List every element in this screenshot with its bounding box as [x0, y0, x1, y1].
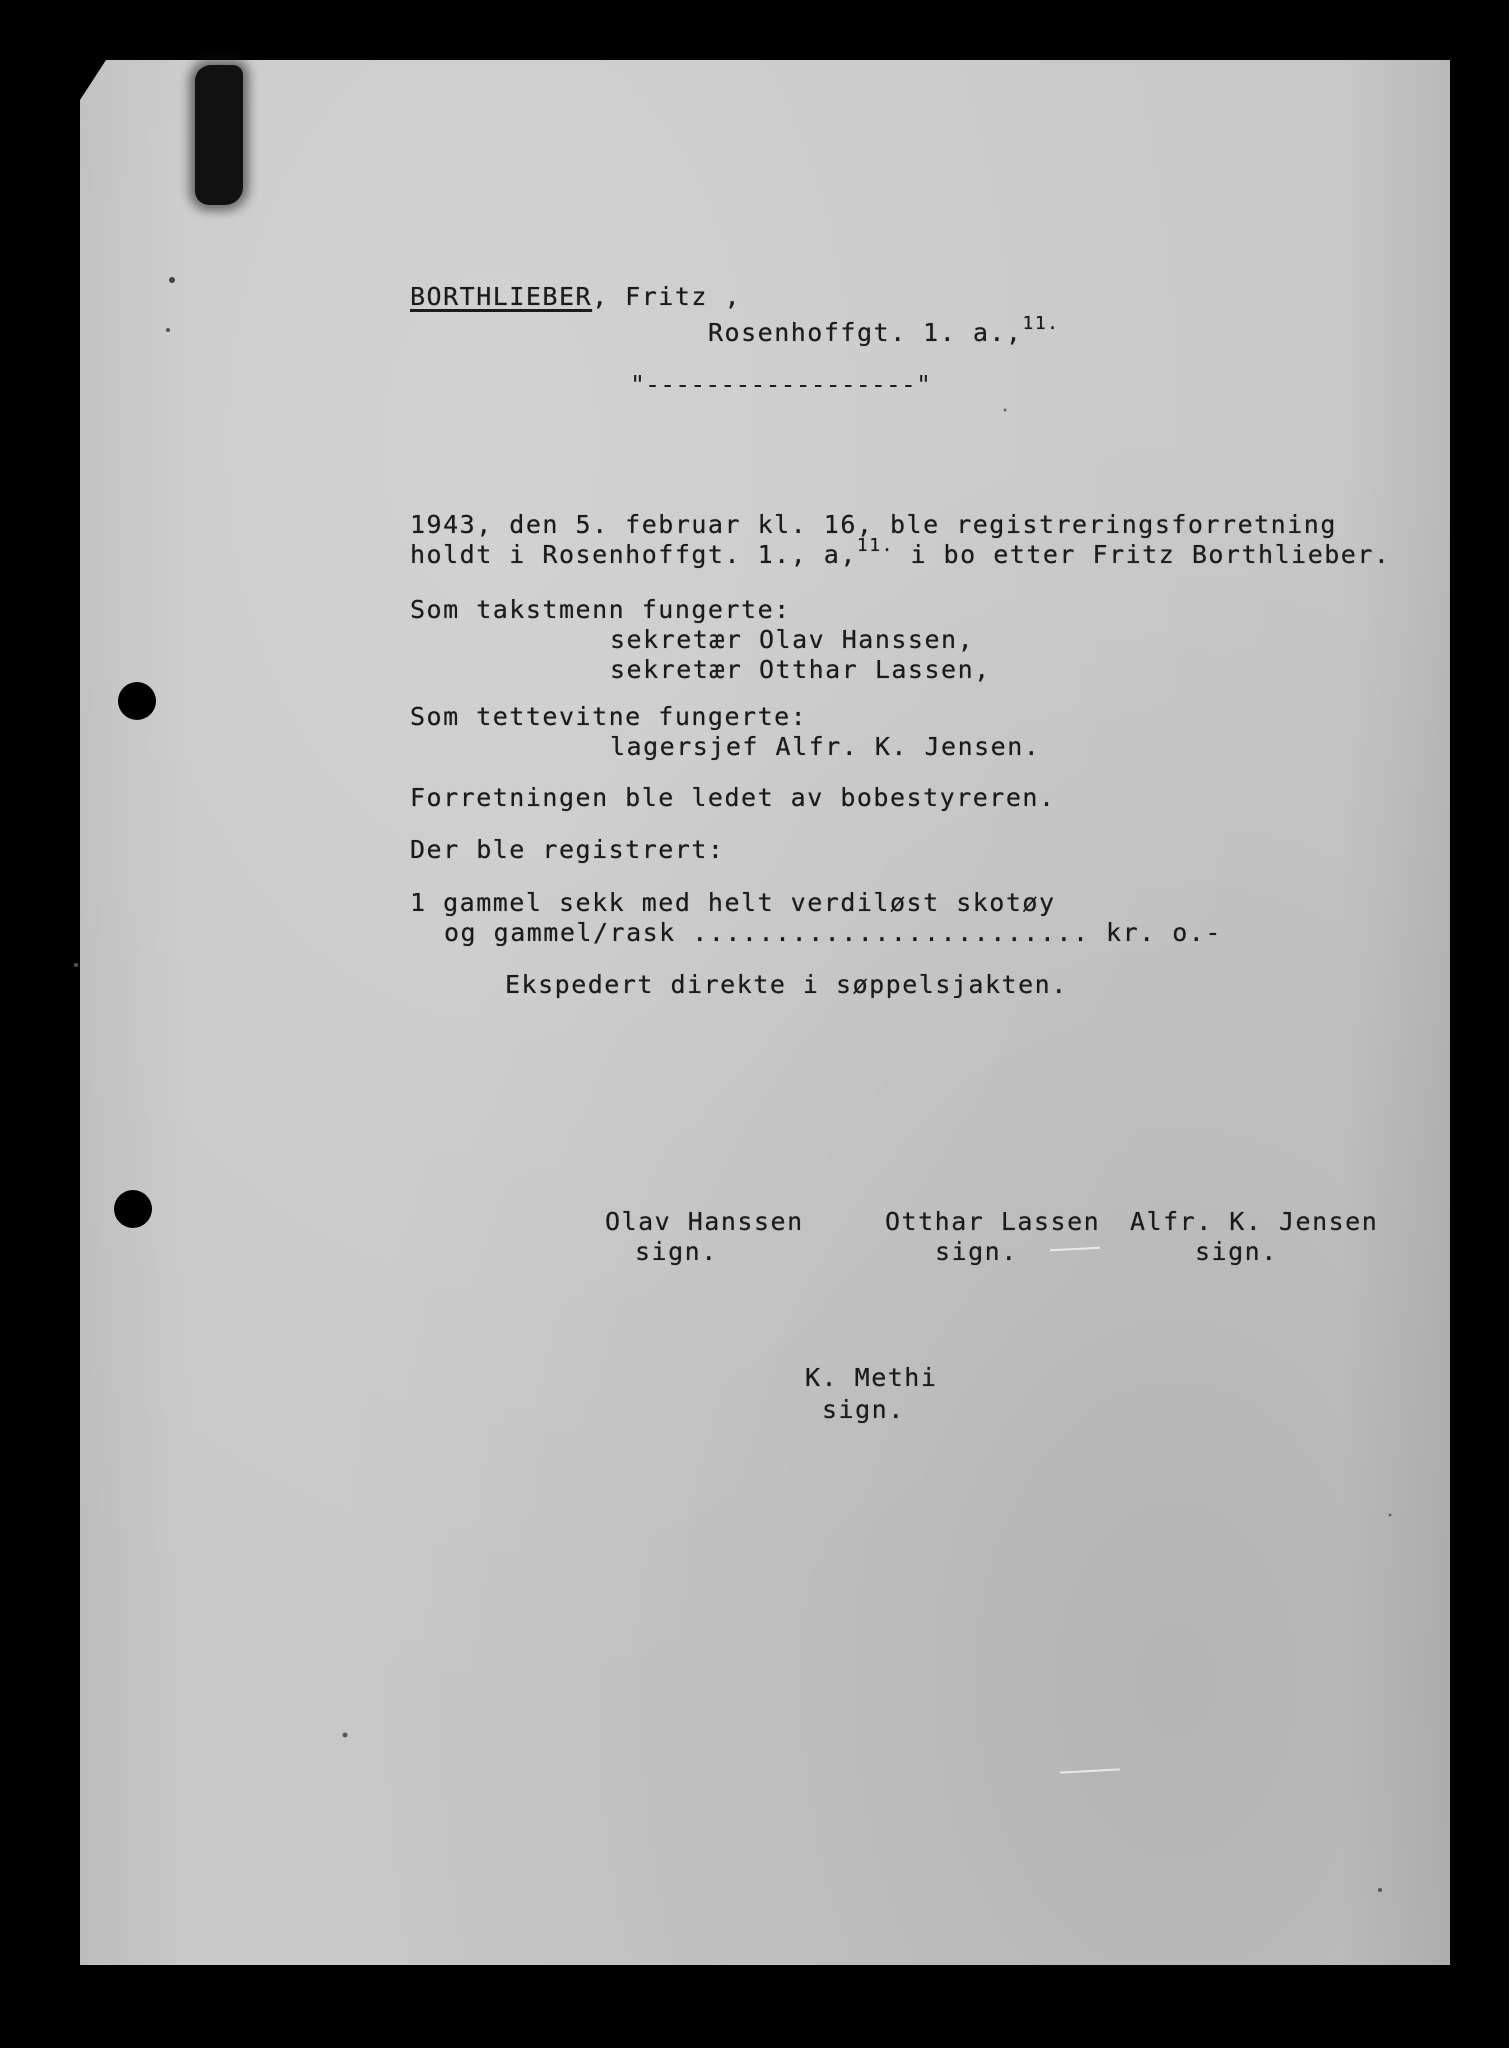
body-line-1-end: , ble registreringsforretning [856, 510, 1337, 539]
signature-1-name: Olav Hanssen [605, 1207, 804, 1236]
witness-intro: Som tettevitne fungerte: [410, 702, 808, 731]
signature-3-sign: sign. [1195, 1237, 1278, 1266]
signature-2-sign: sign. [935, 1237, 1018, 1266]
signature-2-name: Otthar Lassen [885, 1207, 1101, 1236]
body-line-2-floor: 11. [856, 535, 894, 556]
body-line-2-start: holdt i Rosenhoffgt. 1., a, [410, 540, 857, 569]
staple-mark [195, 65, 243, 205]
punch-hole-bottom [114, 1190, 152, 1228]
official-name: K. Methi [805, 1363, 938, 1392]
body-line-1-start: 1943, den 5. februar kl. 16 [410, 510, 857, 539]
given-name: , Fritz , [592, 282, 742, 311]
body-line-2 [410, 535, 1391, 573]
led-by-line: Forretningen ble ledet av bobestyreren. [410, 783, 1056, 812]
body-line-2-end: i bo etter Fritz Borthlieber. [893, 540, 1391, 569]
signature-1-sign: sign. [635, 1237, 718, 1266]
address-floor: 11. [1022, 313, 1060, 334]
appraiser-1: sekretær Olav Hanssen, [610, 625, 975, 654]
header-divider: "------------------" [630, 370, 932, 399]
surname: BORTHLIEBER [410, 282, 593, 311]
appraiser-2: sekretær Otthar Lassen, [610, 655, 991, 684]
witness: lagersjef Alfr. K. Jensen. [610, 732, 1041, 761]
official-sign: sign. [822, 1395, 905, 1424]
header-name-line [410, 282, 741, 312]
registered-intro: Der ble registrert: [410, 835, 725, 864]
item-line-2: og gammel/rask ........................ kr. o.- [444, 918, 1222, 947]
signature-3-name: Alfr. K. Jensen [1130, 1207, 1379, 1236]
appraisers-intro: Som takstmenn fungerte: [410, 595, 791, 624]
item-line-1: 1 gammel sekk med helt verdiløst skotøy [410, 888, 1056, 917]
punch-hole-top [118, 682, 156, 720]
folded-corner [80, 60, 106, 100]
disposal-line: Ekspedert direkte i søppelsjakten. [505, 970, 1068, 999]
header-address-line [708, 313, 1060, 351]
address: Rosenhoffgt. 1. a., [708, 318, 1023, 347]
